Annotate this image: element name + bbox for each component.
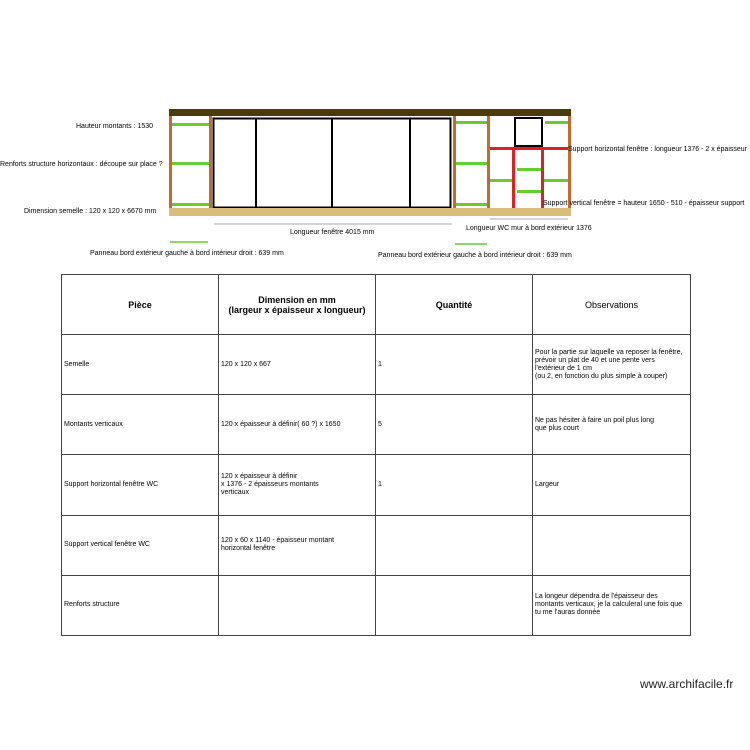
cell-quantite: 1 xyxy=(376,455,533,515)
table-row xyxy=(62,575,691,635)
cell-dimension-text: 120 x épaisseur à définir x 1376 - 2 épaisseurs montants verticaux xyxy=(221,473,319,497)
cell-observations xyxy=(533,515,691,575)
header-observations: Observations xyxy=(533,275,691,335)
stud-left-inner xyxy=(209,116,212,208)
cell-observations xyxy=(533,335,691,395)
cell-dimension xyxy=(219,455,376,515)
stud-left-outer xyxy=(169,116,172,208)
cell-observations xyxy=(533,395,691,455)
reinforcement-left-mid xyxy=(172,162,209,165)
cell-dimension-text: 120 x épaisseur à définir( 60 ?) x 1650 xyxy=(221,420,341,428)
label-support-vertical: Support vertical fenêtre = hauteur 1650 - 510 - épaisseur support xyxy=(543,200,745,207)
reinforcement-wc-top xyxy=(545,121,568,124)
stud-middle xyxy=(453,116,456,208)
materials-table xyxy=(61,274,691,636)
stud-wc-left xyxy=(487,116,490,208)
top-beam xyxy=(169,109,571,116)
cell-observations xyxy=(533,455,691,515)
cell-piece: Semelle xyxy=(62,335,219,395)
label-longueur-wc: Longueur WC mur à bord extérieur 1376 xyxy=(466,225,592,232)
header-piece: Pièce xyxy=(62,275,219,335)
label-support-horizontal: Support horizontal fenêtre : longueur 1376 - 2 x épaisseur xyxy=(568,146,748,153)
label-hauteur-montants: Hauteur montants : 1530 xyxy=(76,123,154,130)
cell-piece: Montants verticaux xyxy=(62,395,219,455)
cell-observations-text: Largeur xyxy=(535,481,560,489)
cell-observations xyxy=(533,575,691,635)
support-horizontal-fenetre xyxy=(490,147,568,150)
reinforcement-mid-mid xyxy=(456,162,487,165)
cell-piece: Support vertical fenêtre WC xyxy=(62,515,219,575)
header-dimension-text: Dimension en mm (largeur x épaisseur x longueur) xyxy=(228,294,366,315)
wall-elevation-drawing xyxy=(0,0,750,270)
cell-dimension xyxy=(219,335,376,395)
reinforcement-left-bottom xyxy=(172,203,209,206)
sill xyxy=(169,208,571,216)
cell-quantite xyxy=(376,515,533,575)
wall-background xyxy=(170,116,570,208)
cell-observations-text: La longeur dépendra de l'épaisseur des montants verticaux, je la calculeral une fois que tu me l'auras donnée xyxy=(535,593,683,617)
table-row xyxy=(62,455,691,515)
cell-piece: Renforts structure xyxy=(62,575,219,635)
cell-dimension xyxy=(219,395,376,455)
reinforcement-mid-bottom xyxy=(456,203,487,206)
header-quantite: Quantité xyxy=(376,275,533,335)
label-panneau-droit: Panneau bord extérieur gauche à bord intérieur droit : 639 mm xyxy=(378,252,572,259)
support-vertical-fenetre-1 xyxy=(512,150,515,208)
reinforcement-wc-2 xyxy=(517,168,541,171)
reinforcement-left-top xyxy=(172,123,209,126)
cell-piece: Support horizontal fenêtre WC xyxy=(62,455,219,515)
cell-dimension-text: 120 x 120 x 667 xyxy=(221,360,271,368)
cell-quantite xyxy=(376,575,533,635)
cell-quantite: 5 xyxy=(376,395,533,455)
cell-quantite: 1 xyxy=(376,335,533,395)
label-panneau-gauche: Panneau bord extérieur gauche à bord intérieur droit : 639 mm xyxy=(90,250,284,257)
table-row xyxy=(62,395,691,455)
table-row xyxy=(62,335,691,395)
label-longueur-fenetre: Longueur fenêtre 4015 mm xyxy=(290,229,375,236)
table-header-row xyxy=(62,275,691,335)
reinforcement-wc-3 xyxy=(544,179,568,182)
reinforcement-wc-1 xyxy=(490,179,512,182)
stud-right xyxy=(568,116,571,208)
cell-dimension-text: 120 x 60 x 1140 - épaisseur montant horizontal fenêtre xyxy=(221,537,335,553)
cell-dimension xyxy=(219,515,376,575)
cell-observations-text: Pour la partie sur laquelle va reposer la fenêtre, prévoir un plat de 40 et une pente vers l'extérieur de 1 cm (ou 2, en fonction du plus simple à couper) xyxy=(535,348,683,380)
reinforcement-wc-4 xyxy=(517,190,541,193)
label-dimension-semelle: Dimension semelle : 120 x 120 x 6670 mm xyxy=(24,208,157,215)
watermark: www.archifacile.fr xyxy=(640,677,734,691)
table-row xyxy=(62,515,691,575)
header-dimension xyxy=(219,275,376,335)
cell-observations-text: Ne pas hésiter à faire un poil plus long que plus court xyxy=(535,416,655,432)
cell-dimension xyxy=(219,575,376,635)
label-renforts-horizontaux: Renforts structure horizontaux : découpe sur place ? xyxy=(0,161,163,168)
reinforcement-mid-top xyxy=(456,121,487,124)
